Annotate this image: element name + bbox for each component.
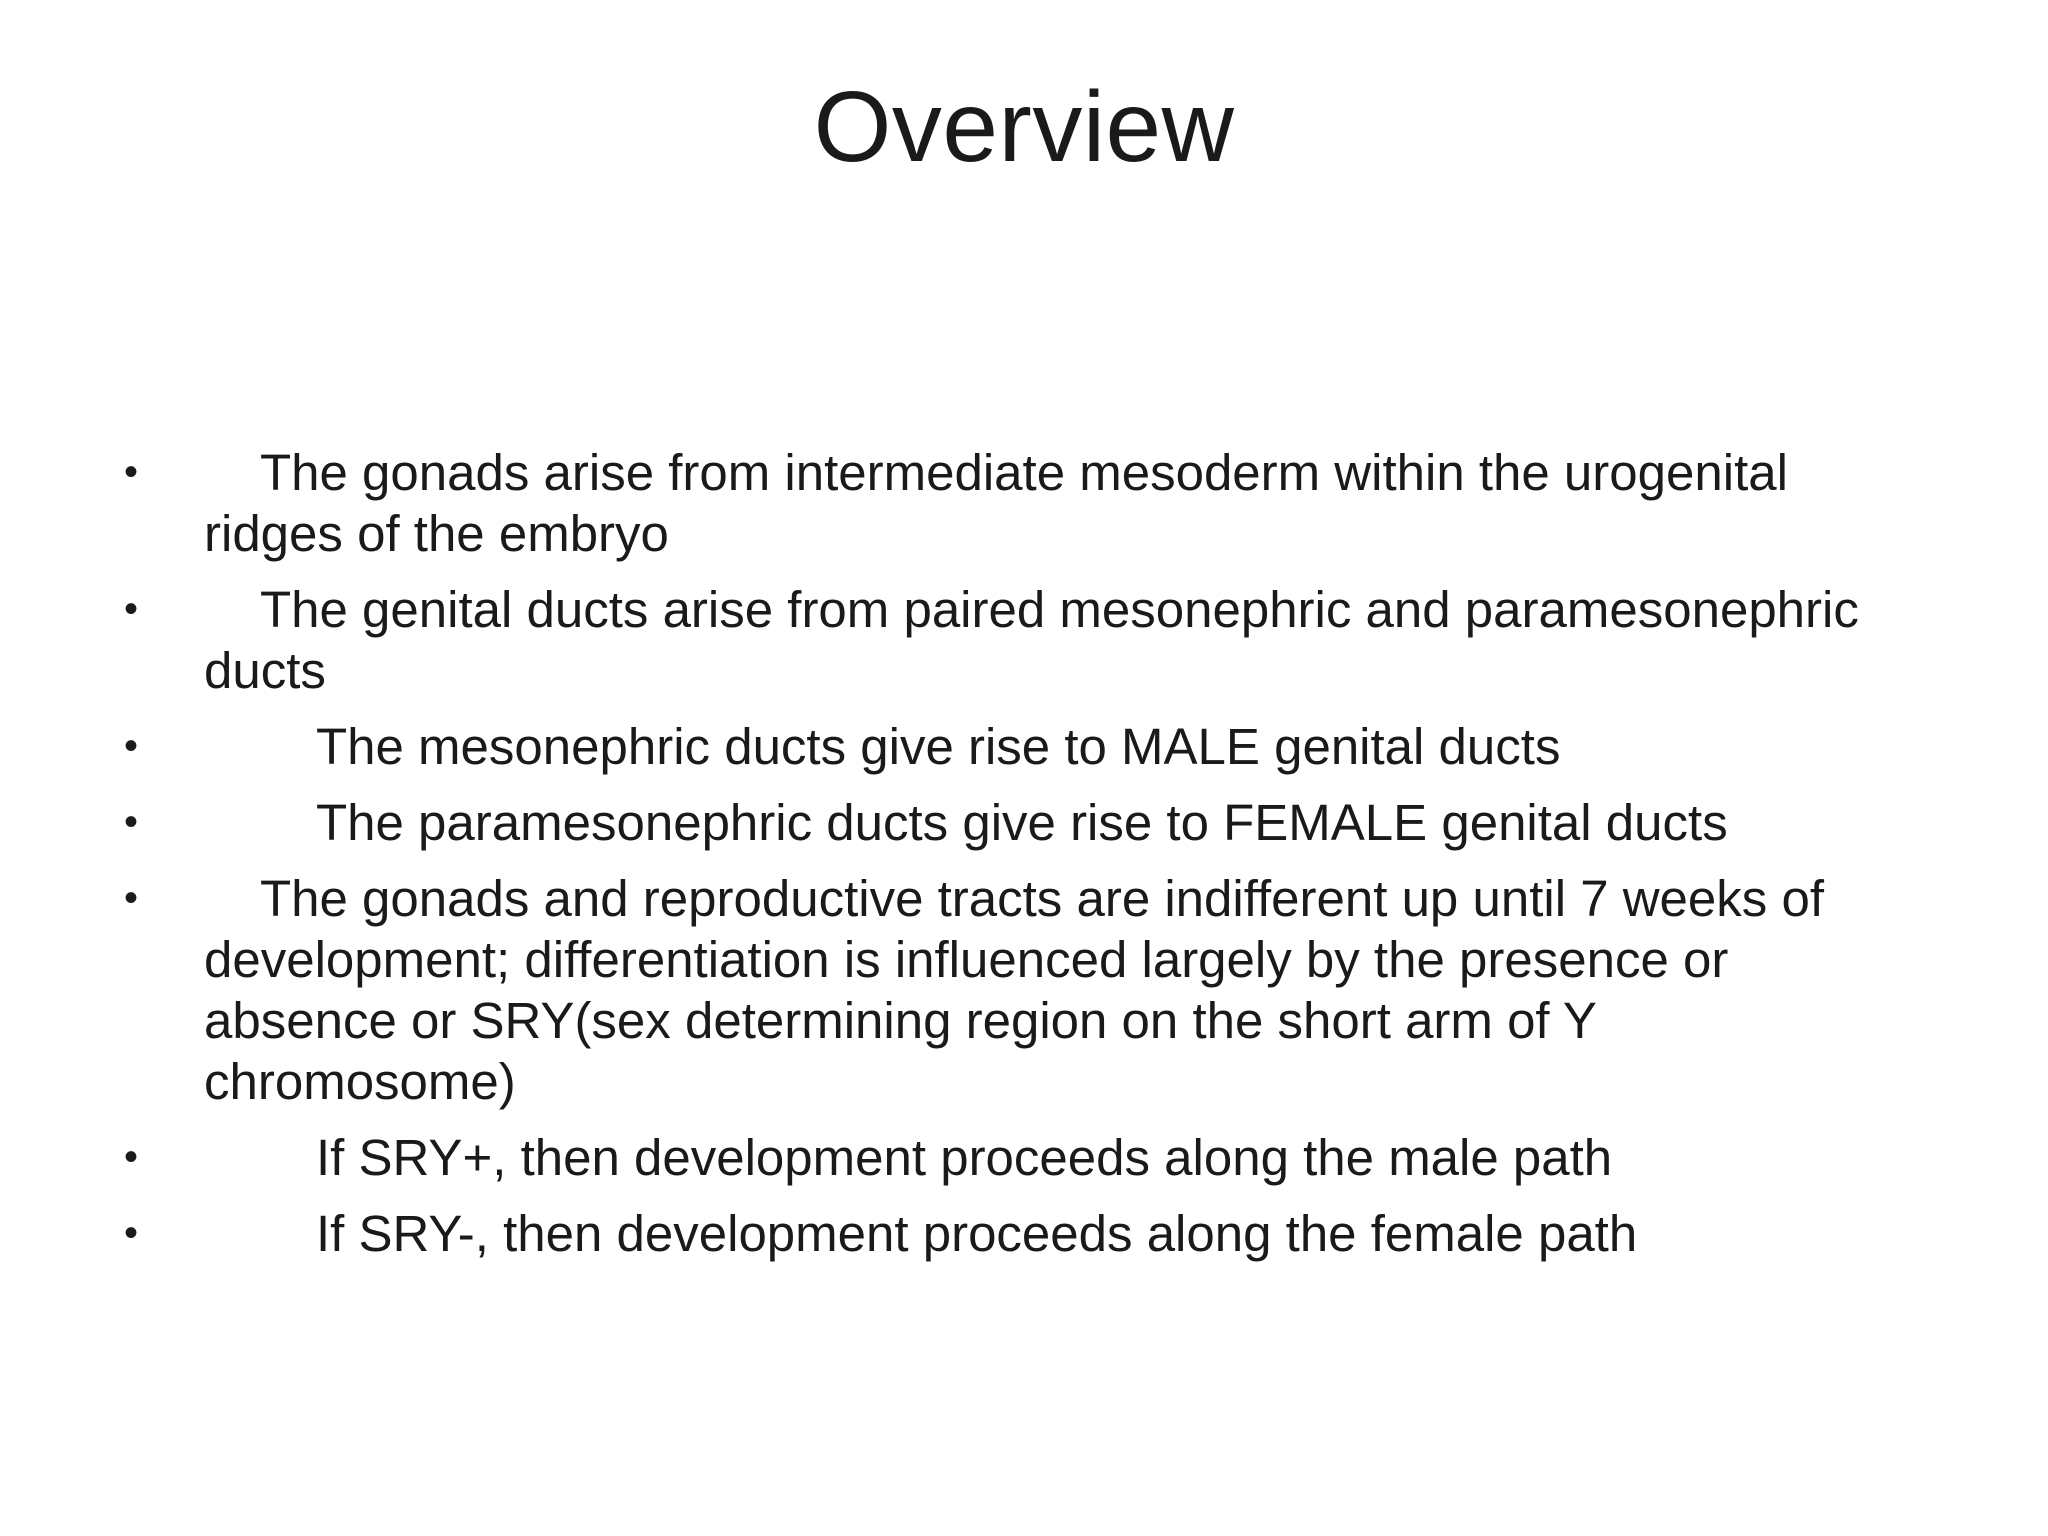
list-item [120,716,1920,777]
slide-title: Overview [813,71,1235,183]
bullet-icon: • [124,450,139,494]
bullet-icon: • [124,1211,139,1255]
bullet-text: The paramesonephric ducts give rise to FEMALE genital ducts [316,794,1728,851]
bullet-icon: • [124,587,139,631]
bullet-icon: • [124,800,139,844]
list-item [120,868,1920,1112]
bullet-text: The genital ducts arise from paired mesonephric and paramesonephric ducts [204,581,1859,699]
bullet-text: The mesonephric ducts give rise to MALE genital ducts [316,718,1561,775]
bullet-icon: • [124,724,139,768]
list-item [120,792,1920,853]
bullet-text: The gonads arise from intermediate mesoderm within the urogenital ridges of the embryo [204,444,1788,562]
bullet-icon: • [124,1135,139,1179]
bullet-text: The gonads and reproductive tracts are indifferent up until 7 weeks of development; differentiation is influenced largely by the presence or absence or SRY(sex determining region on the short arm of Y chromosome) [204,870,1824,1110]
bullet-icon: • [124,876,139,920]
bullet-text: If SRY+, then development proceeds along the male path [316,1129,1613,1186]
list-item [120,579,1920,701]
list-item [120,1203,1920,1264]
list-item [120,1127,1920,1188]
bullet-list [120,442,1920,1279]
list-item [120,442,1920,564]
bullet-text: If SRY-, then development proceeds along the female path [316,1205,1638,1262]
